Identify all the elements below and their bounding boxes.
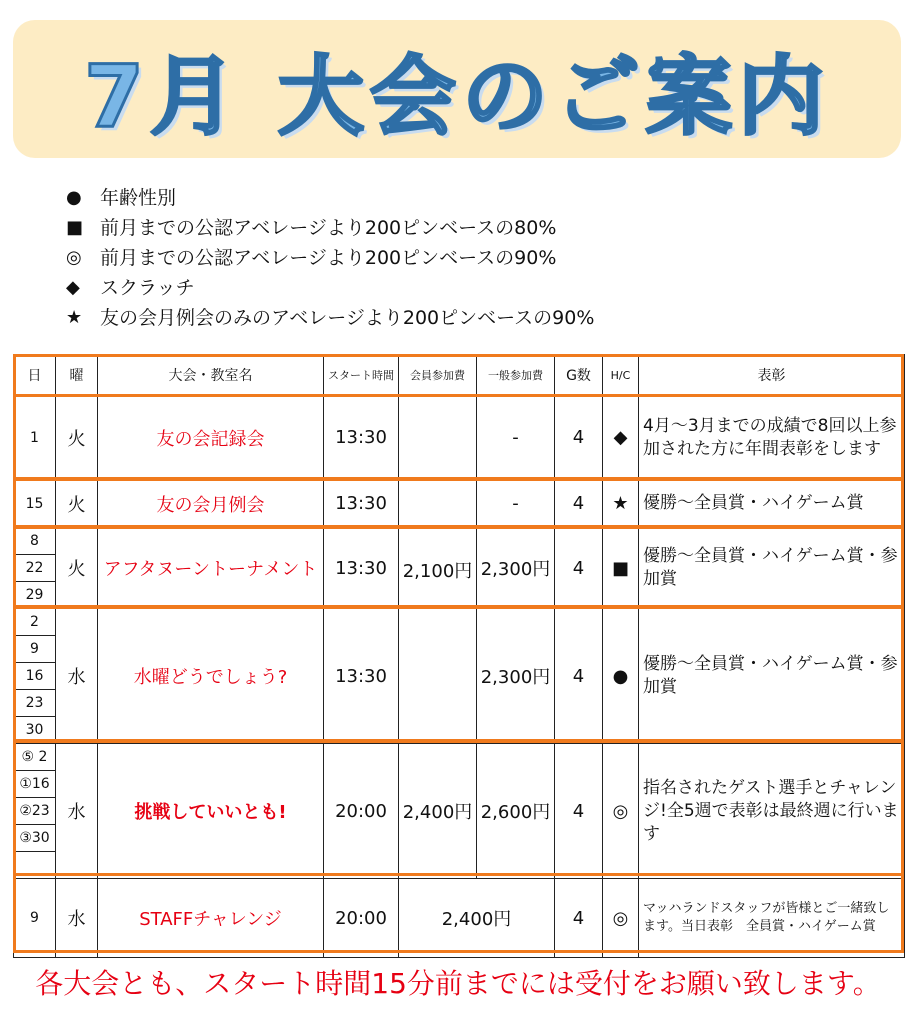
games-cell: 4 bbox=[555, 480, 603, 528]
weekday-cell: 火 bbox=[56, 528, 98, 609]
general-fee: - bbox=[477, 396, 555, 480]
day-list bbox=[14, 609, 56, 744]
col-header-games: G数 bbox=[555, 355, 603, 396]
table-row bbox=[14, 879, 905, 958]
footer-notice: 各大会とも、スタート時間15分前までには受付をお願い致します。 bbox=[35, 967, 881, 1000]
start-time: 13:30 bbox=[324, 396, 399, 480]
weekday-cell: 水 bbox=[56, 609, 98, 744]
col-header-weekday: 曜 bbox=[56, 355, 98, 396]
title-banner bbox=[13, 20, 901, 158]
col-header-general-fee: 一般参加費 bbox=[477, 355, 555, 396]
table-header-row bbox=[14, 355, 905, 396]
day-cell: 16 bbox=[14, 663, 55, 690]
table-row bbox=[14, 396, 905, 480]
weekday-cell: 火 bbox=[56, 396, 98, 480]
award-cell: 優勝～全員賞・ハイゲーム賞・参加賞 bbox=[639, 528, 905, 609]
legend-item bbox=[66, 243, 594, 273]
circle-icon: ● bbox=[66, 187, 82, 208]
games-cell: 4 bbox=[555, 609, 603, 744]
day-cell: ②23 bbox=[14, 798, 55, 825]
day-cell: ⑤ 2 bbox=[14, 744, 55, 771]
general-fee: - bbox=[477, 480, 555, 528]
start-time: 20:00 bbox=[324, 744, 399, 879]
square-icon: ■ bbox=[66, 217, 84, 238]
day-cell: 23 bbox=[14, 690, 55, 717]
col-header-name: 大会・教室名 bbox=[98, 355, 324, 396]
weekday-cell: 水 bbox=[56, 879, 98, 958]
legend bbox=[66, 183, 594, 333]
event-name: 水曜どうでしょう? bbox=[98, 609, 324, 744]
award-cell: 4月～3月までの成績で8回以上参加された方に年間表彰をします bbox=[639, 396, 905, 480]
day-cell: 8 bbox=[14, 528, 55, 555]
games-cell: 4 bbox=[555, 396, 603, 480]
day-cell: 29 bbox=[25, 587, 44, 603]
event-name: STAFFチャレンジ bbox=[98, 879, 324, 958]
table-row bbox=[14, 744, 905, 879]
day-cell bbox=[14, 852, 55, 878]
double-circle-icon: ◎ bbox=[66, 247, 82, 268]
day-cell: 9 bbox=[14, 879, 56, 958]
schedule-table bbox=[13, 354, 905, 958]
day-list bbox=[14, 744, 56, 879]
start-time: 13:30 bbox=[324, 528, 399, 609]
day-cell: 1 bbox=[14, 396, 56, 480]
start-time: 13:30 bbox=[324, 609, 399, 744]
double-circle-icon: ◎ bbox=[603, 879, 639, 958]
award-cell: 優勝～全員賞・ハイゲーム賞 bbox=[639, 480, 905, 528]
fee-merged: 2,400円 bbox=[399, 879, 555, 958]
event-name: 友の会月例会 bbox=[98, 480, 324, 528]
day-cell: ①16 bbox=[14, 771, 55, 798]
member-fee-merged: 2,100円 bbox=[399, 396, 477, 744]
member-fee: 2,400円 bbox=[399, 744, 477, 879]
day-cell: 22 bbox=[14, 555, 55, 582]
diamond-icon: ◆ bbox=[66, 277, 80, 298]
games-cell: 4 bbox=[555, 879, 603, 958]
legend-text: 年齢性別 bbox=[100, 187, 177, 209]
legend-text: 友の会月例会のみのアベレージより200ピンベースの90% bbox=[100, 307, 595, 329]
square-icon: ■ bbox=[603, 528, 639, 609]
col-header-award: 表彰 bbox=[639, 355, 905, 396]
star-icon: ★ bbox=[603, 480, 639, 528]
event-name: 挑戦していいとも! bbox=[98, 744, 324, 879]
day-cell: 9 bbox=[14, 636, 55, 663]
double-circle-icon: ◎ bbox=[603, 744, 639, 879]
circle-icon: ● bbox=[603, 609, 639, 744]
legend-item bbox=[66, 213, 594, 243]
legend-item bbox=[66, 183, 594, 213]
general-fee: 2,300円 bbox=[477, 609, 555, 744]
star-icon: ★ bbox=[66, 307, 83, 328]
award-cell: 優勝～全員賞・ハイゲーム賞・参加賞 bbox=[639, 609, 905, 744]
legend-text: 前月までの公認アベレージより200ピンベースの90% bbox=[100, 247, 557, 269]
general-fee: 2,300円 bbox=[477, 528, 555, 609]
start-time: 13:30 bbox=[324, 480, 399, 528]
event-name: 友の会記録会 bbox=[98, 396, 324, 480]
weekday-cell: 水 bbox=[56, 744, 98, 879]
legend-text: スクラッチ bbox=[100, 277, 195, 299]
award-cell: マッハランドスタッフが皆様とご一緒致します。当日表彰 全員賞・ハイゲーム賞 bbox=[639, 879, 905, 958]
diamond-icon: ◆ bbox=[603, 396, 639, 480]
col-header-day: 日 bbox=[14, 355, 56, 396]
legend-text: 前月までの公認アベレージより200ピンベースの80% bbox=[100, 217, 557, 239]
weekday-cell: 火 bbox=[56, 480, 98, 528]
games-cell: 4 bbox=[555, 744, 603, 879]
day-cell: 30 bbox=[25, 722, 44, 738]
col-header-member-fee: 会員参加費 bbox=[399, 355, 477, 396]
day-cell: 15 bbox=[14, 480, 56, 528]
col-header-start: スタート時間 bbox=[324, 355, 399, 396]
games-cell: 4 bbox=[555, 528, 603, 609]
day-cell: 2 bbox=[14, 609, 55, 636]
col-header-hc: H/C bbox=[603, 355, 639, 396]
legend-item bbox=[66, 273, 594, 303]
page-title: 7月 大会のご案内 bbox=[84, 47, 830, 147]
day-cell: ③30 bbox=[14, 825, 55, 852]
event-name: アフタヌーントーナメント bbox=[98, 528, 324, 609]
general-fee: 2,600円 bbox=[477, 744, 555, 879]
day-list bbox=[14, 528, 56, 609]
start-time: 20:00 bbox=[324, 879, 399, 958]
award-cell: 指名されたゲスト選手とチャレンジ!全5週で表彰は最終週に行います bbox=[639, 744, 905, 879]
legend-item bbox=[66, 303, 594, 333]
